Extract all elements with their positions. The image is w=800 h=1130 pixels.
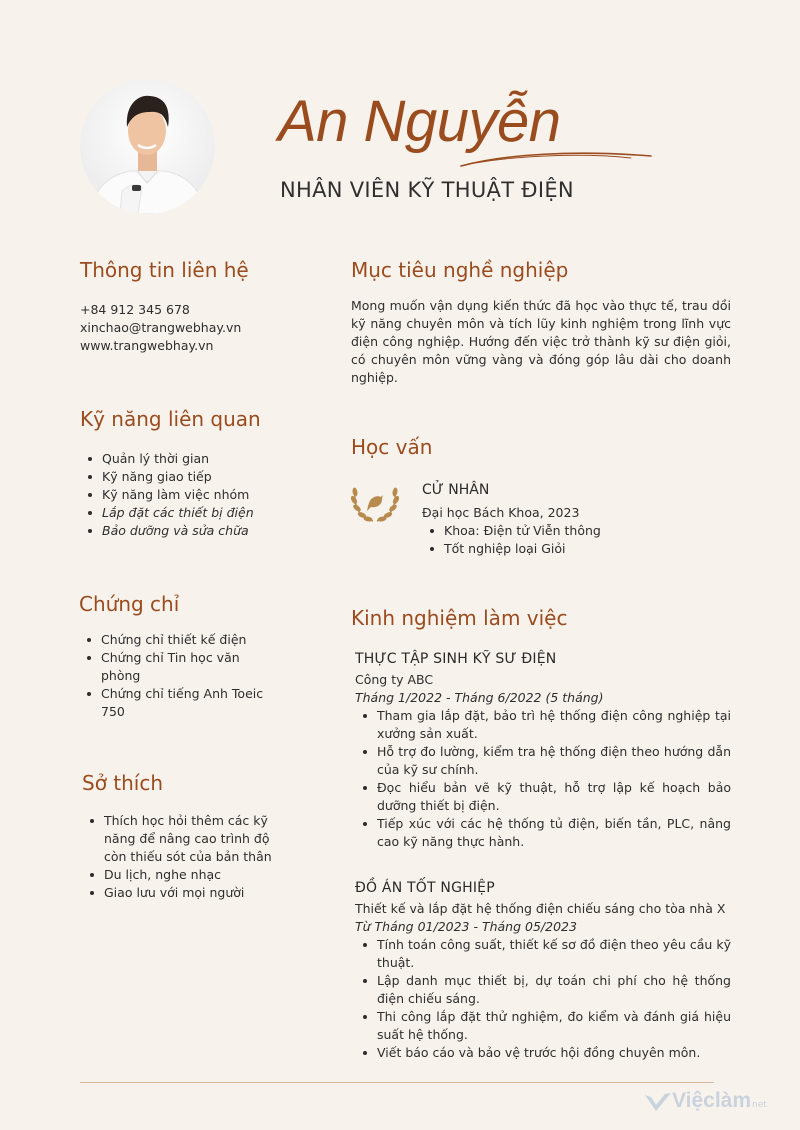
degree-title: CỬ NHÂN — [422, 482, 490, 498]
experience-heading: Kinh nghiệm làm việc — [351, 606, 568, 630]
list-item: Tốt nghiệp loại Giỏi — [444, 540, 722, 558]
list-item: Lập danh mục thiết bị, dự toán chi phí cho hệ thống điện chiếu sáng. — [377, 973, 731, 1006]
website-link: www.trangwebhay.vn — [80, 338, 214, 353]
list-item: Bảo dưỡng và sửa chữa — [102, 522, 302, 540]
list-item: Kỹ năng làm việc nhóm — [102, 486, 302, 504]
job-period: Từ Tháng 01/2023 - Tháng 05/2023 — [355, 919, 577, 934]
certificates-list — [79, 631, 276, 721]
logo-text: Việclàm — [672, 1089, 752, 1112]
contact-heading: Thông tin liên hệ — [80, 258, 249, 282]
objective-heading: Mục tiêu nghề nghiệp — [351, 258, 569, 282]
list-item: Quản lý thời gian — [102, 450, 302, 468]
school-name: Đại học Bách Khoa, 2023 — [422, 505, 580, 520]
list-item: Chứng chỉ tiếng Anh Toeic 750 — [101, 685, 276, 721]
objective-text: Mong muốn vận dụng kiến thức đã học vào thực tế, trau dồi kỹ năng chuyên môn và tích lũy kinh nghiệm trong lĩnh vực điện công nghiệp. Hướng đến việc trở thành kỹ sư điện giỏi, có chuyên môn vững vàng và đóng góp lâu dài cho doanh nghiệp. — [351, 298, 731, 385]
list-item: Tiếp xúc với các hệ thống tủ điện, biến tần, PLC, nâng cao kỹ năng thực hành. — [377, 816, 731, 849]
list-item: Du lịch, nghe nhạc — [104, 866, 284, 884]
job-title: NHÂN VIÊN KỸ THUẬT ĐIỆN — [280, 178, 574, 202]
list-item: Tính toán công suất, thiết kế sơ đồ điện theo yêu cầu kỹ thuật. — [377, 937, 731, 970]
laurel-wreath-icon — [349, 478, 401, 526]
job-period: Tháng 1/2022 - Tháng 6/2022 (5 tháng) — [355, 690, 604, 705]
profile-photo — [80, 79, 215, 214]
job-tasks — [355, 707, 731, 851]
list-item: Giao lưu với mọi người — [104, 884, 284, 902]
job-entry-title: ĐỒ ÁN TỐT NGHIỆP — [355, 880, 495, 896]
phone-number: +84 912 345 678 — [80, 302, 190, 317]
list-item: Chứng chỉ Tin học văn phòng — [101, 649, 276, 685]
list-item: Lắp đặt các thiết bị điện — [102, 504, 302, 522]
logo-suffix: net — [752, 1100, 767, 1110]
email-address: xinchao@trangwebhay.vn — [80, 320, 242, 335]
vieclam-logo[interactable] — [644, 1089, 767, 1113]
hobbies-heading: Sở thích — [82, 771, 164, 795]
checkmark-logo-icon — [644, 1091, 672, 1113]
list-item: Đọc hiểu bản vẽ kỹ thuật, hỗ trợ lập kế hoạch bảo dưỡng thiết bị điện. — [377, 780, 731, 813]
list-item: Khoa: Điện tử Viễn thông — [444, 522, 722, 540]
person-portrait-icon — [80, 79, 215, 214]
job-entry-1 — [355, 651, 731, 851]
skills-heading: Kỹ năng liên quan — [80, 407, 261, 431]
education-heading: Học vấn — [351, 435, 433, 459]
job-entry-2 — [355, 880, 731, 1062]
skills-list — [80, 450, 302, 540]
name-underline-flourish — [455, 146, 655, 170]
list-item: Hỗ trợ đo lường, kiểm tra hệ thống điện theo hướng dẫn của kỹ sư chính. — [377, 744, 731, 777]
job-company: Thiết kế và lắp đặt hệ thống điện chiếu sáng cho tòa nhà X — [355, 901, 726, 916]
candidate-name: An Nguyễn — [278, 89, 561, 154]
job-entry-title: THỰC TẬP SINH KỸ SƯ ĐIỆN — [355, 651, 557, 667]
footer-divider — [80, 1082, 714, 1083]
contact-info — [80, 301, 241, 355]
certificates-heading: Chứng chỉ — [79, 592, 180, 616]
list-item: Thích học hỏi thêm các kỹ năng để nâng cao trình độ còn thiếu sót của bản thân — [104, 812, 284, 866]
list-item: Tham gia lắp đặt, bảo trì hệ thống điện công nghiệp tại xưởng sản xuất. — [377, 708, 731, 741]
list-item: Kỹ năng giao tiếp — [102, 468, 302, 486]
education-list — [422, 522, 722, 558]
hobbies-list — [82, 812, 284, 902]
job-company: Công ty ABC — [355, 672, 434, 687]
list-item: Thi công lắp đặt thử nghiệm, đo kiểm và đánh giá hiệu suất hệ thống. — [377, 1009, 731, 1042]
job-tasks — [355, 936, 731, 1062]
education-details — [422, 504, 722, 558]
list-item: Viết báo cáo và bảo vệ trước hội đồng chuyên môn. — [377, 1044, 731, 1062]
list-item: Chứng chỉ thiết kế điện — [101, 631, 276, 649]
